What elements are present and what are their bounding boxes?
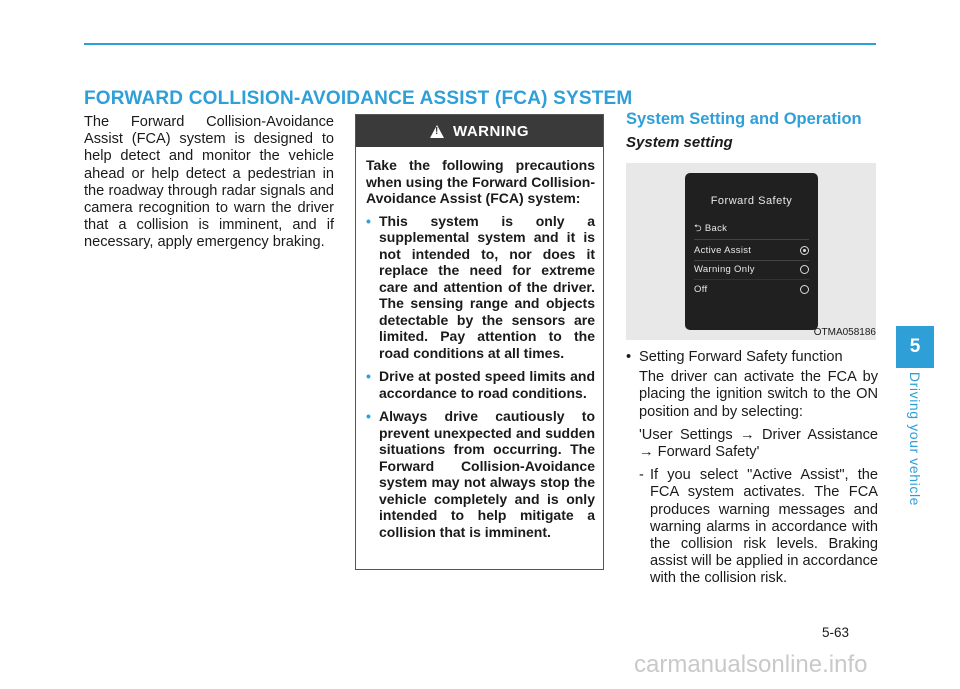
back-arrow-icon: ⮌ bbox=[694, 223, 702, 234]
display-screen bbox=[685, 173, 818, 330]
top-rule bbox=[84, 43, 876, 45]
option-warning-only[interactable] bbox=[694, 259, 809, 280]
bullet-icon: • bbox=[366, 212, 371, 229]
intro-paragraph: The Forward Collision-Avoidance Assist (FCA) system is designed to help detect and monitor the vehicle ahead or help detect a pedestrian in the roadway through radar signals and camera recognition to warn the driver that a collision is imminent, and if necessary, apply emergency braking. bbox=[84, 114, 334, 251]
warning-item: • This system is only a supplemental system and it is not intended to, nor does it replace the need for extreme care and attention of the driver. The sensing range and objects detectable by the sensors are limited. Pay attention to the road conditions at all times. bbox=[366, 212, 595, 361]
body-text bbox=[626, 349, 878, 588]
body-paragraph: The driver can activate the FCA by placing the ignition switch to the ON position and by selecting: bbox=[639, 369, 878, 420]
chapter-label: Driving your vehicle bbox=[907, 371, 923, 506]
back-label: Back bbox=[704, 223, 728, 234]
warning-lead: Take the following precautions when using the Forward Collision-Avoidance Assist (FCA) system: bbox=[366, 157, 595, 206]
back-row[interactable] bbox=[694, 219, 809, 239]
warning-body bbox=[356, 147, 603, 540]
warning-heading: WARNING bbox=[453, 122, 529, 140]
bullet-icon: • bbox=[366, 408, 371, 424]
settings-path: 'User Settings → Driver Assistance → Forward Safety' bbox=[639, 426, 878, 461]
bullet-item: • Setting Forward Safety function bbox=[626, 349, 843, 365]
radio-icon[interactable] bbox=[800, 285, 809, 294]
warning-item: • Always drive cautiously to prevent unexpected and sudden situations from occurring. The Forward Collision-Avoidance system may not always stop the vehicle completely and is only intended to help mitigate a collision that is imminent. bbox=[366, 408, 595, 540]
settings-figure bbox=[626, 163, 876, 340]
option-label: Off bbox=[694, 283, 708, 295]
page-number: 5-63 bbox=[822, 625, 850, 640]
warning-header bbox=[356, 115, 603, 147]
chapter-number: 5 bbox=[896, 326, 934, 368]
section-title: FORWARD COLLISION-AVOIDANCE ASSIST (FCA) SYSTEM bbox=[84, 88, 633, 109]
option-off[interactable] bbox=[694, 279, 809, 299]
figure-code: OTMA058186 bbox=[813, 327, 876, 338]
watermark: carmanualsonline.info bbox=[634, 651, 868, 678]
bullet-icon: • bbox=[626, 349, 632, 365]
radio-selected-icon[interactable] bbox=[800, 246, 809, 255]
option-label: Active Assist bbox=[694, 244, 752, 256]
warning-list bbox=[366, 213, 595, 541]
subsection-title: System Setting and Operation bbox=[626, 110, 862, 128]
radio-icon[interactable] bbox=[800, 265, 809, 274]
warning-triangle-icon: ! bbox=[430, 125, 444, 138]
bullet-icon: • bbox=[366, 368, 371, 384]
warning-box bbox=[355, 114, 604, 570]
warning-item: • Drive at posted speed limits and accordance to road conditions. bbox=[366, 368, 595, 401]
subsection-subtitle: System setting bbox=[626, 134, 733, 151]
screen-title: Forward Safety bbox=[710, 195, 793, 207]
option-label: Warning Only bbox=[694, 263, 755, 275]
dash-item: - If you select "Active Assist", the FCA system activates. The FCA produces warning messages and warning alarms in accordance with the collision risk levels. Braking assist will be applied in accordance with the collision risk. bbox=[639, 467, 878, 587]
option-active-assist[interactable] bbox=[694, 239, 809, 261]
